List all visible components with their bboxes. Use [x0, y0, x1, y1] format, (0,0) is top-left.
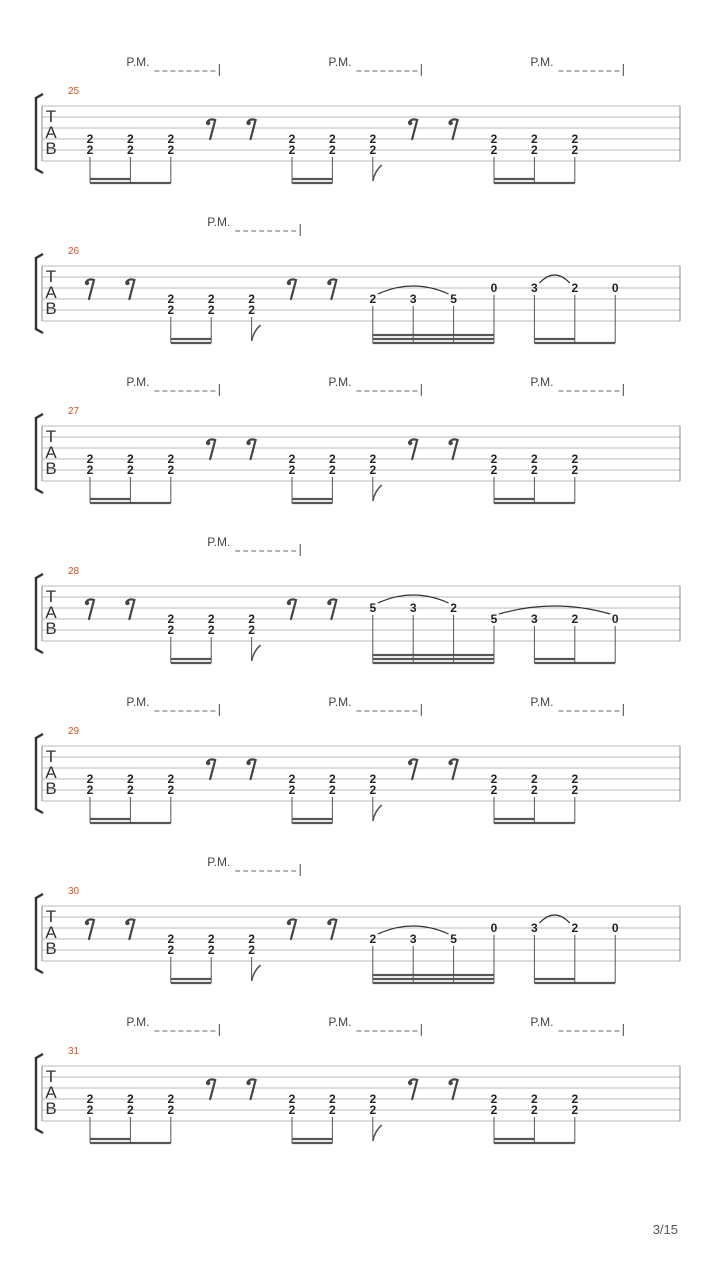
fret-number: 2 [329, 783, 336, 797]
fret-number: 2 [490, 1092, 498, 1106]
clef-letter: T [45, 747, 57, 766]
fret-number: 2 [490, 1103, 498, 1117]
fret-number: 2 [248, 623, 255, 637]
fret-number: 2 [531, 772, 538, 786]
fret-number: 2 [127, 1092, 134, 1106]
palm-mute-label: P.M. [328, 695, 352, 709]
rest-dot [206, 441, 210, 445]
measure-number: 25 [68, 86, 80, 97]
fret-number: 2 [288, 132, 296, 146]
rest-dot [246, 761, 250, 765]
note-flag [373, 805, 382, 821]
fret-number: 2 [127, 143, 134, 157]
fret-number: 2 [86, 1092, 94, 1106]
rest-dot [327, 601, 331, 605]
fret-number: 2 [86, 1103, 94, 1117]
tab-system [36, 1015, 680, 1143]
fret-number: 2 [288, 1092, 296, 1106]
fret-number: 2 [531, 143, 538, 157]
rest-dot [287, 921, 291, 925]
palm-mute-label: P.M. [328, 1015, 352, 1029]
palm-mute-label: P.M. [207, 855, 231, 869]
fret-number: 0 [611, 612, 619, 626]
clef-letter: A [45, 283, 57, 302]
rest-dot [448, 1081, 452, 1085]
fret-number: 2 [571, 1103, 579, 1117]
palm-mute-label: P.M. [126, 375, 150, 389]
palm-mute-label: P.M. [530, 695, 554, 709]
fret-number: 2 [571, 132, 579, 146]
fret-number: 2 [167, 623, 175, 637]
rest-dot [408, 1081, 412, 1085]
fret-number: 2 [450, 601, 457, 615]
fret-number: 2 [369, 783, 377, 797]
clef-letter: B [45, 459, 57, 478]
rest-dot [125, 921, 129, 925]
fret-number: 2 [167, 1103, 175, 1117]
fret-number: 2 [531, 132, 538, 146]
fret-number: 2 [329, 1103, 336, 1117]
rest-dot [287, 281, 291, 285]
rest-dot [408, 761, 412, 765]
fret-number: 2 [248, 932, 255, 946]
fret-number: 2 [369, 292, 377, 306]
clef-letter: A [45, 1083, 57, 1102]
fret-number: 2 [288, 1103, 296, 1117]
fret-number: 2 [86, 132, 94, 146]
tie-arc [499, 606, 610, 614]
fret-number: 3 [409, 601, 417, 615]
fret-number: 2 [167, 1092, 175, 1106]
tie-arc [539, 915, 569, 923]
fret-number: 2 [490, 463, 498, 477]
fret-number: 2 [127, 1103, 134, 1117]
rest-dot [448, 441, 452, 445]
tab-system [36, 375, 680, 503]
fret-number: 2 [86, 772, 94, 786]
rest-dot [206, 121, 210, 125]
fret-number: 2 [571, 783, 579, 797]
fret-number: 2 [490, 452, 498, 466]
fret-number: 2 [571, 921, 579, 935]
fret-number: 2 [207, 623, 215, 637]
rest-dot [408, 121, 412, 125]
fret-number: 2 [167, 452, 175, 466]
fret-number: 2 [167, 943, 175, 957]
fret-number: 2 [167, 932, 175, 946]
fret-number: 0 [490, 281, 498, 295]
tab-system [36, 855, 680, 983]
fret-number: 2 [127, 772, 134, 786]
fret-number: 2 [369, 463, 377, 477]
palm-mute-label: P.M. [530, 55, 554, 69]
clef-letter: B [45, 299, 57, 318]
fret-number: 2 [167, 303, 175, 317]
tab-system [36, 695, 680, 823]
fret-number: 2 [288, 452, 296, 466]
palm-mute-label: P.M. [126, 695, 150, 709]
fret-number: 2 [329, 452, 336, 466]
fret-number: 2 [369, 772, 377, 786]
palm-mute-label: P.M. [328, 55, 352, 69]
clef-letter: T [45, 907, 57, 926]
clef-letter: T [45, 107, 57, 126]
fret-number: 2 [86, 463, 94, 477]
fret-number: 2 [571, 281, 579, 295]
fret-number: 2 [167, 783, 175, 797]
fret-number: 2 [571, 772, 579, 786]
fret-number: 2 [86, 452, 94, 466]
fret-number: 2 [167, 132, 175, 146]
fret-number: 2 [167, 772, 175, 786]
rest-dot [287, 601, 291, 605]
clef-letter: A [45, 603, 57, 622]
fret-number: 2 [329, 143, 336, 157]
fret-number: 3 [409, 292, 417, 306]
clef-letter: T [45, 1067, 57, 1086]
fret-number: 2 [167, 292, 175, 306]
clef-letter: B [45, 139, 57, 158]
clef-letter: B [45, 939, 57, 958]
clef-letter: T [45, 587, 57, 606]
fret-number: 0 [611, 281, 619, 295]
fret-number: 2 [571, 452, 579, 466]
rest-dot [125, 281, 129, 285]
fret-number: 3 [531, 921, 538, 935]
measure-number: 31 [68, 1046, 80, 1057]
clef-letter: T [45, 427, 57, 446]
fret-number: 2 [127, 463, 134, 477]
fret-number: 2 [490, 772, 498, 786]
fret-number: 2 [571, 1092, 579, 1106]
palm-mute-label: P.M. [207, 535, 231, 549]
tie-arc [539, 275, 569, 283]
rest-dot [85, 281, 89, 285]
note-flag [252, 645, 261, 661]
fret-number: 2 [288, 783, 296, 797]
fret-number: 2 [207, 612, 215, 626]
tab-system [36, 535, 680, 663]
fret-number: 2 [329, 1092, 336, 1106]
fret-number: 2 [288, 143, 296, 157]
fret-number: 2 [167, 143, 175, 157]
note-flag [373, 165, 382, 181]
fret-number: 2 [369, 1103, 377, 1117]
fret-number: 2 [329, 772, 336, 786]
fret-number: 2 [248, 943, 255, 957]
clef-letter: A [45, 443, 57, 462]
rest-dot [448, 761, 452, 765]
note-flag [252, 965, 261, 981]
fret-number: 2 [207, 943, 215, 957]
rest-dot [125, 601, 129, 605]
rest-dot [448, 121, 452, 125]
palm-mute-label: P.M. [126, 1015, 150, 1029]
measure-number: 29 [68, 726, 80, 737]
fret-number: 2 [329, 463, 336, 477]
palm-mute-label: P.M. [530, 375, 554, 389]
fret-number: 2 [248, 612, 255, 626]
rest-dot [85, 921, 89, 925]
fret-number: 2 [167, 612, 175, 626]
fret-number: 2 [369, 143, 377, 157]
fret-number: 2 [531, 783, 538, 797]
clef-letter: B [45, 619, 57, 638]
fret-number: 2 [571, 612, 579, 626]
measure-number: 27 [68, 406, 80, 417]
clef-letter: A [45, 923, 57, 942]
palm-mute-label: P.M. [207, 215, 231, 229]
fret-number: 2 [127, 132, 134, 146]
fret-number: 2 [288, 463, 296, 477]
fret-number: 2 [207, 303, 215, 317]
fret-number: 2 [531, 452, 538, 466]
fret-number: 2 [329, 132, 336, 146]
tab-system [36, 215, 680, 343]
fret-number: 2 [86, 143, 94, 157]
rest-dot [246, 441, 250, 445]
fret-number: 2 [531, 463, 538, 477]
fret-number: 2 [207, 932, 215, 946]
fret-number: 2 [288, 772, 296, 786]
fret-number: 2 [369, 132, 377, 146]
fret-number: 2 [127, 783, 134, 797]
clef-letter: A [45, 123, 57, 142]
fret-number: 2 [127, 452, 134, 466]
rest-dot [206, 761, 210, 765]
rest-dot [206, 1081, 210, 1085]
rest-dot [246, 1081, 250, 1085]
fret-number: 2 [369, 1092, 377, 1106]
note-flag [373, 1125, 382, 1141]
clef-letter: B [45, 1099, 57, 1118]
fret-number: 2 [369, 932, 377, 946]
page-number: 3/15 [652, 1222, 678, 1237]
fret-number: 2 [531, 1103, 538, 1117]
rest-dot [327, 281, 331, 285]
fret-number: 0 [490, 921, 498, 935]
tab-system [36, 55, 680, 183]
rest-dot [85, 601, 89, 605]
fret-number: 2 [571, 143, 579, 157]
fret-number: 5 [369, 601, 377, 615]
fret-number: 2 [248, 303, 255, 317]
rest-dot [327, 921, 331, 925]
fret-number: 0 [611, 921, 619, 935]
rest-dot [246, 121, 250, 125]
note-flag [373, 485, 382, 501]
palm-mute-label: P.M. [126, 55, 150, 69]
clef-letter: A [45, 763, 57, 782]
fret-number: 2 [207, 292, 215, 306]
fret-number: 2 [490, 132, 498, 146]
measure-number: 28 [68, 566, 80, 577]
palm-mute-label: P.M. [530, 1015, 554, 1029]
measure-number: 26 [68, 246, 80, 257]
fret-number: 3 [531, 612, 538, 626]
clef-letter: T [45, 267, 57, 286]
fret-number: 2 [167, 463, 175, 477]
clef-letter: B [45, 779, 57, 798]
fret-number: 2 [86, 783, 94, 797]
fret-number: 2 [369, 452, 377, 466]
fret-number: 2 [531, 1092, 538, 1106]
fret-number: 3 [409, 932, 417, 946]
fret-number: 2 [490, 143, 498, 157]
fret-number: 5 [450, 292, 457, 306]
fret-number: 3 [531, 281, 538, 295]
fret-number: 5 [450, 932, 457, 946]
fret-number: 2 [490, 783, 498, 797]
fret-number: 5 [490, 612, 498, 626]
fret-number: 2 [248, 292, 255, 306]
palm-mute-label: P.M. [328, 375, 352, 389]
fret-number: 2 [571, 463, 579, 477]
note-flag [252, 325, 261, 341]
rest-dot [408, 441, 412, 445]
measure-number: 30 [68, 886, 80, 897]
